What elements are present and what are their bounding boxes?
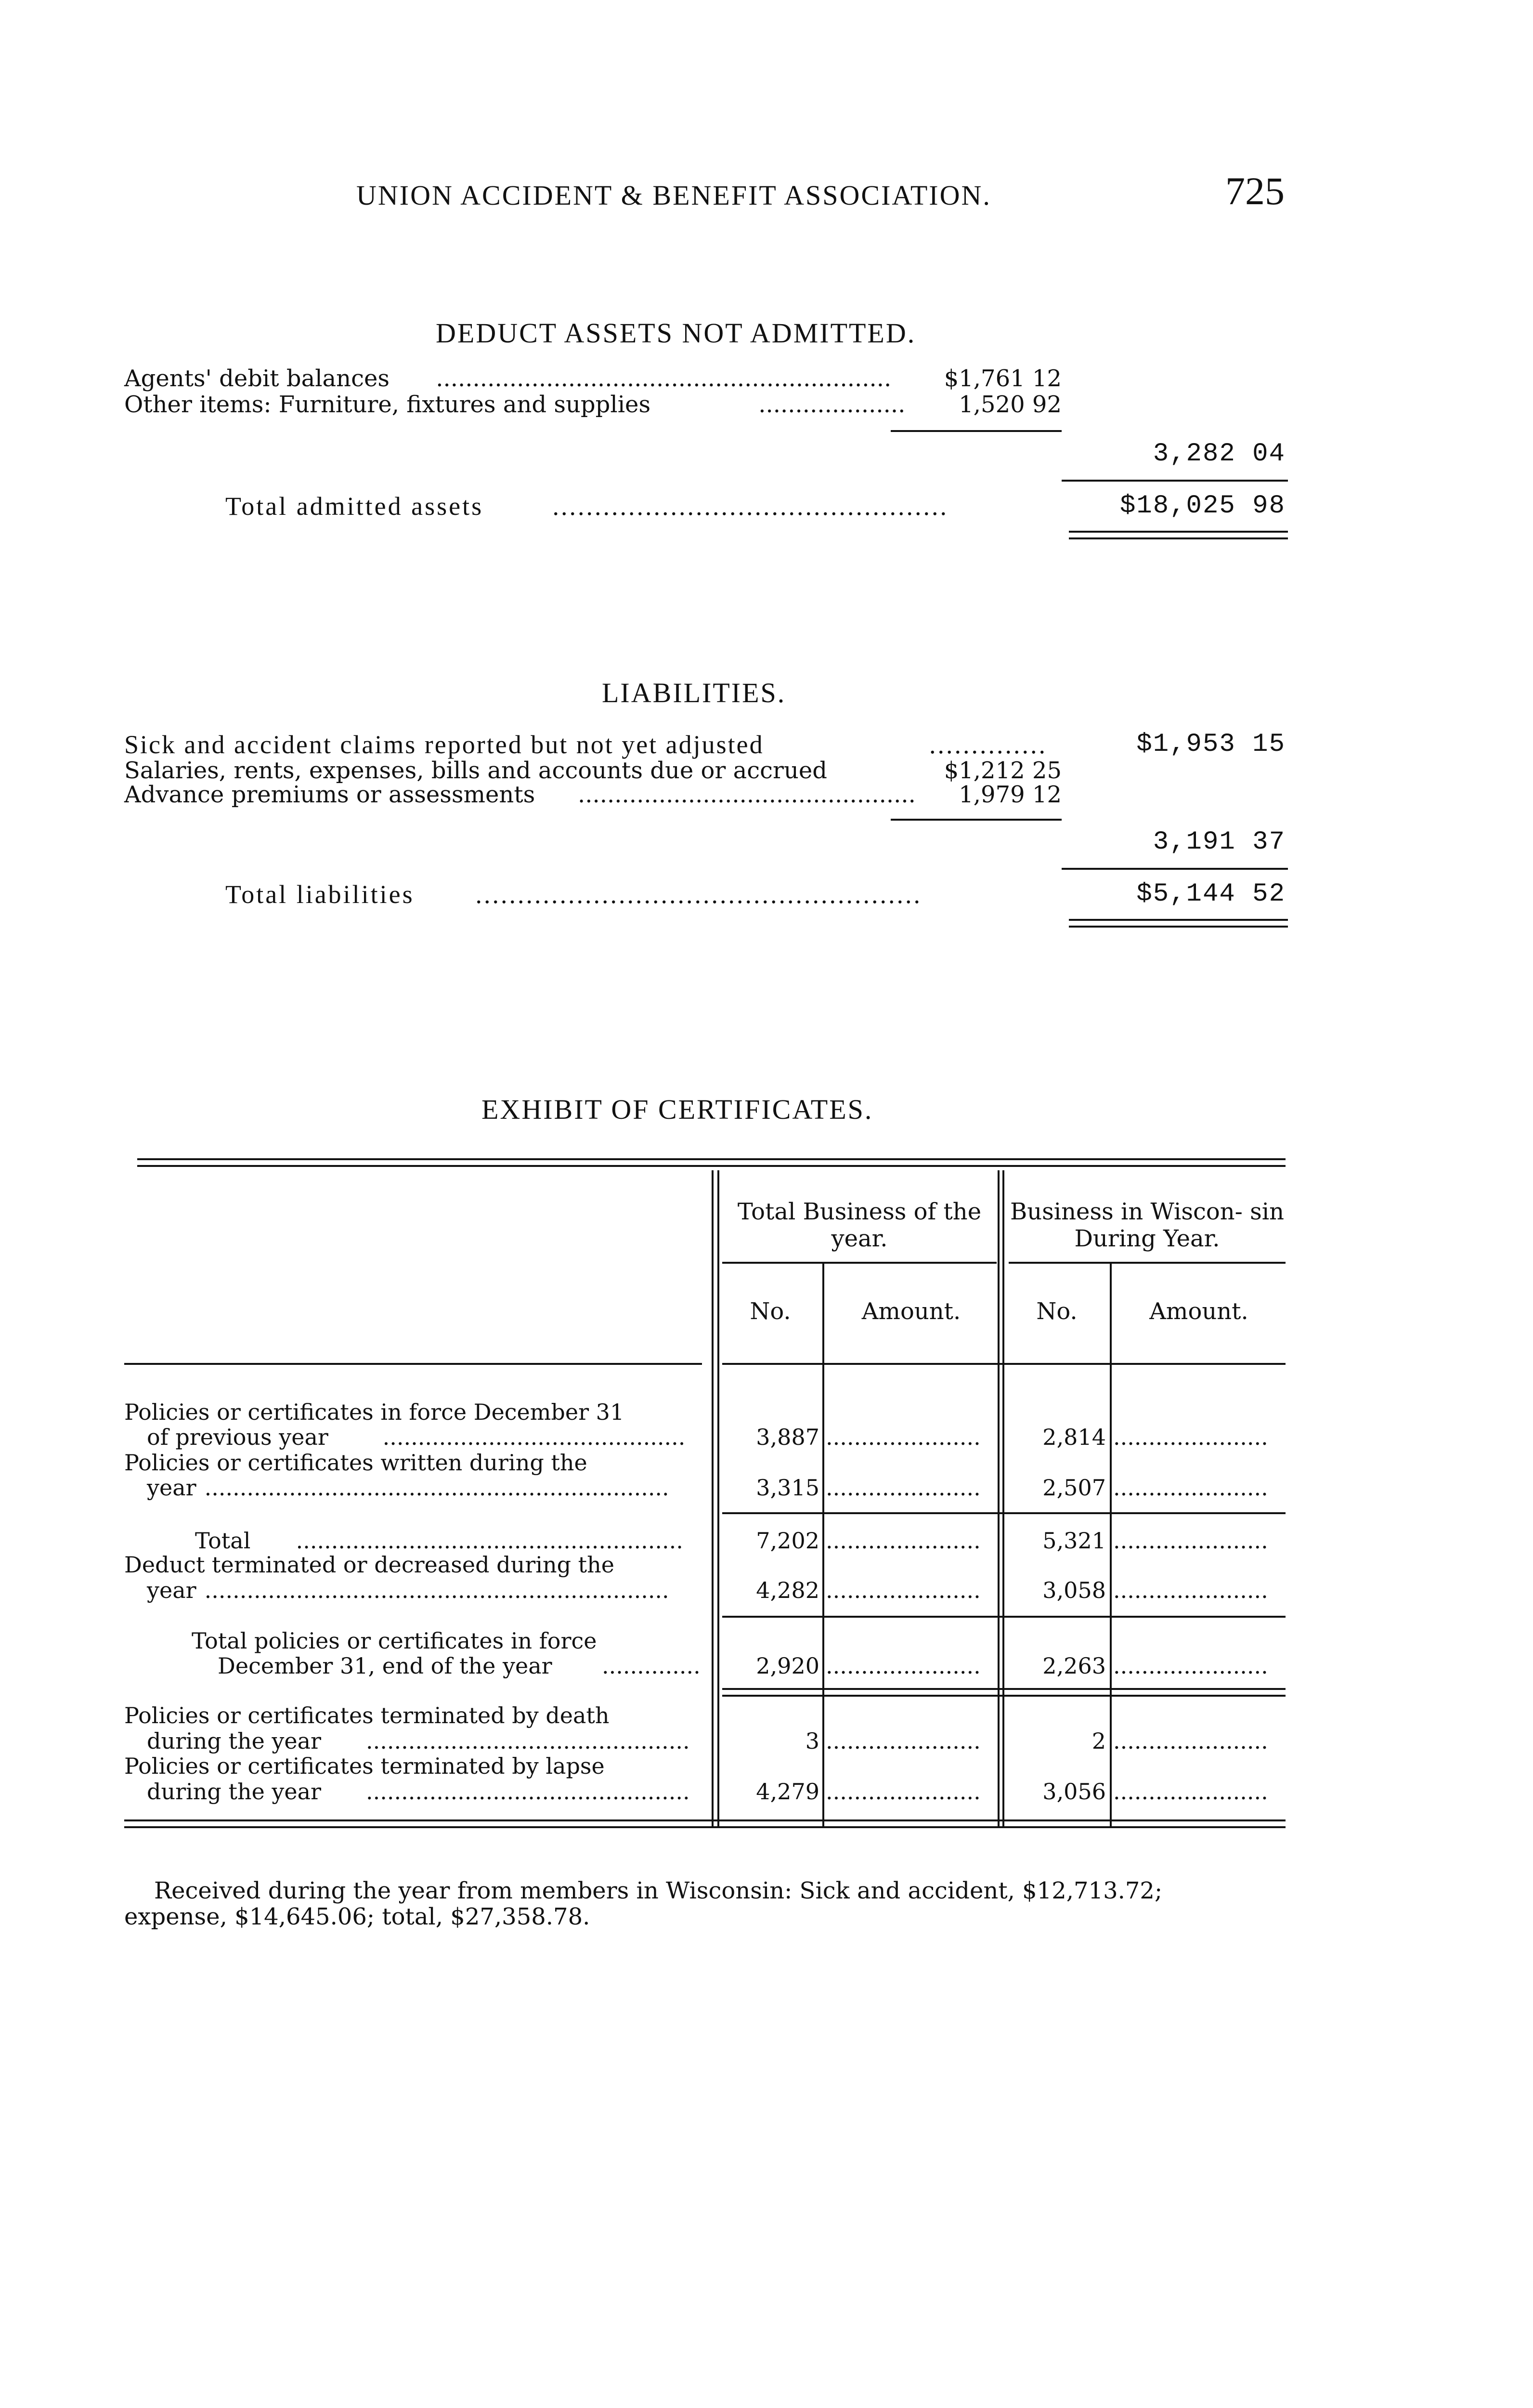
column-rule [1002, 1170, 1004, 1826]
leader-dots: .................... [751, 391, 906, 418]
column-rule [712, 1170, 714, 1826]
deduct-row-amount: 1,520 92 [959, 391, 1062, 418]
amount-dots: ...................... [1113, 1728, 1268, 1754]
no-total: 4,282 [756, 1577, 819, 1603]
no-wisconsin: 5,321 [1042, 1528, 1106, 1554]
double-rule [1069, 531, 1288, 539]
running-title: UNION ACCIDENT & BENEFIT ASSOCIATION. [356, 180, 991, 211]
liabilities-heading: LIABILITIES. [602, 677, 786, 708]
header-rule [1009, 1262, 1286, 1264]
deduct-row-label: Other items: Furniture, fixtures and supplies [124, 391, 651, 418]
no-wisconsin: 3,056 [1042, 1779, 1106, 1805]
no-wisconsin: 3,058 [1042, 1577, 1106, 1603]
col-header-no: No. [1036, 1298, 1078, 1325]
no-wisconsin: 2 [1091, 1728, 1106, 1754]
leader-dots: .................................................................. [197, 1475, 669, 1501]
leader-dots: .............................................................. [429, 365, 892, 392]
amount-dots: ...................... [826, 1779, 981, 1805]
amount-dots: ...................... [826, 1528, 981, 1554]
amount-dots: ...................... [1113, 1475, 1268, 1501]
no-wisconsin: 2,507 [1042, 1475, 1106, 1501]
header-rule [722, 1262, 997, 1264]
total-admitted-amount: $18,025 98 [1119, 491, 1286, 521]
total-liabilities-label: Total liabilities [225, 880, 415, 909]
leader-dots: .............................................. [578, 781, 916, 808]
liabilities-subtotal: 3,191 37 [1153, 827, 1286, 857]
leader-dots: .................................................................. [197, 1577, 669, 1603]
row-label: Policies or certificates in force December 31 [124, 1399, 624, 1425]
column-rule [822, 1262, 824, 1826]
header-rule [124, 1363, 702, 1365]
deduct-row-amount: $1,761 12 [944, 365, 1062, 392]
row-label: December 31, end of the year [218, 1653, 552, 1679]
sum-rule [891, 819, 1062, 821]
col-header-amount: Amount. [1149, 1298, 1248, 1325]
no-total: 4,279 [756, 1779, 819, 1805]
sum-rule [722, 1512, 1286, 1514]
no-wisconsin: 2,814 [1042, 1424, 1106, 1450]
column-rule [1110, 1262, 1112, 1826]
amount-dots: ...................... [1113, 1528, 1268, 1554]
liability-row-label: Salaries, rents, expenses, bills and accounts due or accrued [124, 757, 827, 784]
footnote-line: Received during the year from members in Wisconsin: Sick and accident, $12,713.72; [154, 1877, 1163, 1904]
no-wisconsin: 2,263 [1042, 1653, 1106, 1679]
liability-row-amount: $1,212 25 [944, 757, 1062, 784]
amount-dots: ...................... [1113, 1424, 1268, 1450]
row-label: Policies or certificates terminated by death [124, 1702, 610, 1728]
sum-rule [1062, 480, 1288, 482]
sum-rule [891, 430, 1062, 432]
leader-dots: ..................................................... [467, 880, 922, 909]
leader-dots: .............. [929, 730, 1047, 759]
amount-dots: ...................... [1113, 1779, 1268, 1805]
column-rule [998, 1170, 1000, 1826]
leader-dots: ............................................... [544, 492, 948, 521]
column-rule [717, 1170, 719, 1826]
row-label: Deduct terminated or decreased during the [124, 1552, 614, 1578]
row-label: year [147, 1577, 196, 1603]
no-total: 3,315 [756, 1475, 819, 1501]
row-label: Total [195, 1528, 251, 1554]
footnote-line: expense, $14,645.06; total, $27,358.78. [124, 1903, 590, 1930]
group-header-wisconsin: Business in Wiscon- sin During Year. [1010, 1198, 1285, 1252]
amount-dots: ...................... [826, 1475, 981, 1501]
sum-rule [722, 1616, 1286, 1618]
liability-row-amount: 1,979 12 [959, 781, 1062, 808]
deduct-row-label: Agents' debit balances [124, 365, 390, 392]
liability-row-label: Advance premiums or assessments [124, 781, 535, 808]
row-label: year [147, 1475, 196, 1501]
col-header-no: No. [750, 1298, 791, 1325]
header-rule [722, 1363, 1286, 1365]
leader-dots: ....................................................... [289, 1528, 683, 1554]
leader-dots: ........................................... [376, 1424, 686, 1450]
amount-dots: ...................... [1113, 1653, 1268, 1679]
row-label: during the year [147, 1728, 322, 1754]
amount-dots: ...................... [826, 1577, 981, 1603]
row-label: of previous year [147, 1424, 328, 1450]
double-rule [722, 1688, 1286, 1697]
row-label: Policies or certificates terminated by lapse [124, 1753, 605, 1779]
amount-dots: ...................... [826, 1728, 981, 1754]
leader-dots: .............................................. [366, 1728, 690, 1754]
amount-dots: ...................... [826, 1653, 981, 1679]
group-header-total: Total Business of the year. [737, 1198, 982, 1252]
table-bottom-rule [124, 1819, 1286, 1828]
sum-rule [1062, 868, 1288, 870]
deduct-subtotal: 3,282 04 [1153, 439, 1286, 469]
amount-dots: ...................... [826, 1424, 981, 1450]
page-number: 725 [1225, 169, 1285, 213]
total-liabilities-amount: $5,144 52 [1136, 879, 1286, 909]
row-label: during the year [147, 1779, 322, 1805]
amount-dots: ...................... [1113, 1577, 1268, 1603]
liability-row-amount: $1,953 15 [1136, 730, 1286, 759]
table-top-rule [137, 1158, 1286, 1167]
leader-dots: .............. [602, 1653, 701, 1679]
no-total: 3,887 [756, 1424, 819, 1450]
row-label: Total policies or certificates in force [192, 1628, 597, 1654]
total-admitted-label: Total admitted assets [225, 492, 484, 521]
col-header-amount: Amount. [861, 1298, 961, 1325]
double-rule [1069, 919, 1288, 928]
no-total: 2,920 [756, 1653, 819, 1679]
deduct-heading: DEDUCT ASSETS NOT ADMITTED. [436, 317, 916, 349]
exhibit-heading: EXHIBIT OF CERTIFICATES. [481, 1094, 873, 1125]
leader-dots: .............................................. [366, 1779, 690, 1805]
row-label: Policies or certificates written during the [124, 1450, 587, 1476]
no-total: 7,202 [756, 1528, 819, 1554]
liability-row-label: Sick and accident claims reported but not yet adjusted [124, 730, 764, 759]
no-total: 3 [805, 1728, 819, 1754]
